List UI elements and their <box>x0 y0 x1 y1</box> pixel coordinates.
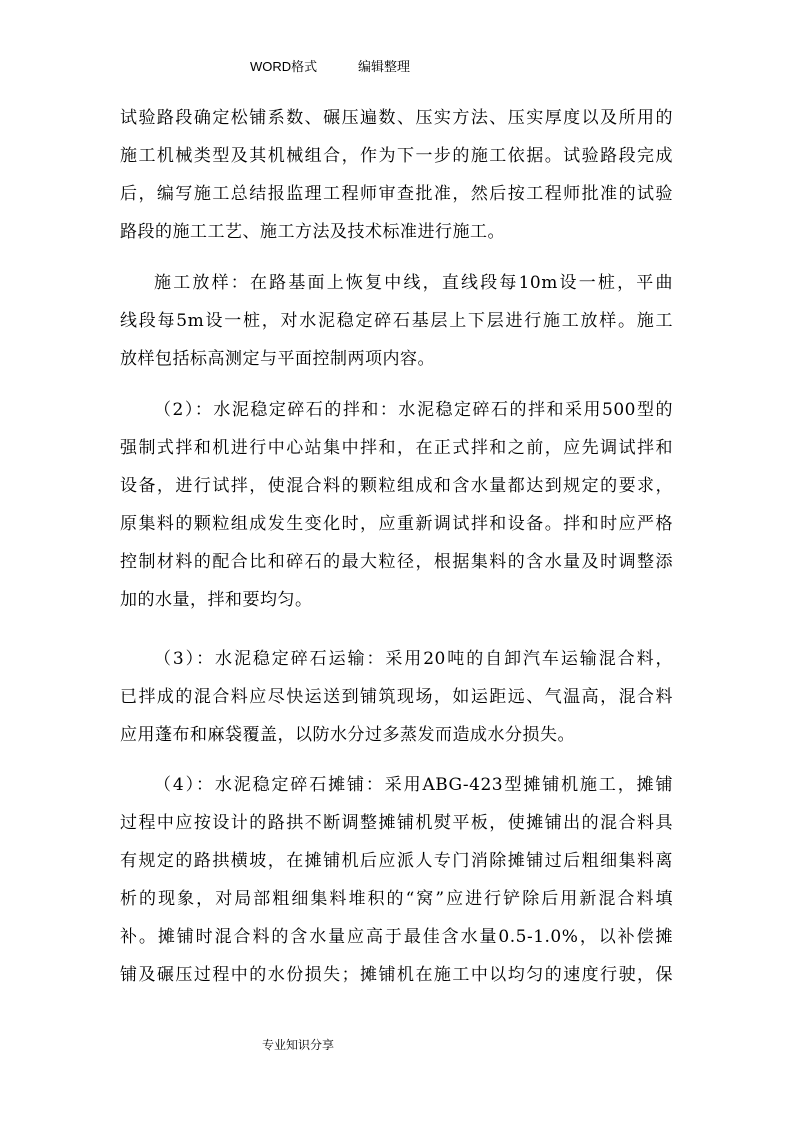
text-line: 路段的施工工艺、施工方法及技术标准进行施工。 <box>120 222 505 242</box>
text-line: 施工机械类型及其机械组合，作为下一步的施工依据。试验路段完成 <box>120 146 673 166</box>
text-line: 应用蓬布和麻袋覆盖，以防水分过多蒸发而造成水分损失。 <box>120 725 575 745</box>
text-line: 试验路段确定松铺系数、碾压遍数、压实方法、压实厚度以及所用的 <box>120 108 673 128</box>
text-line: （2）：水泥稳定碎石的拌和：水泥稳定碎石的拌和采用500型的 <box>154 400 673 420</box>
paragraph-transport <box>120 640 673 754</box>
paragraph-paving <box>120 766 673 994</box>
text-line: 控制材料的配合比和碎石的最大粒径，根据集料的含水量及时调整添 <box>120 552 673 572</box>
footer-label: 专业知识分享 <box>262 1038 335 1052</box>
text-line: 析的现象，对局部粗细集料堆积的“窝”应进行铲除后用新混合料填 <box>120 889 673 909</box>
text-line: （4）：水泥稳定碎石摊铺：采用ABG-423型摊铺机施工，摊铺 <box>154 775 673 795</box>
text-line: 设备，进行试拌，使混合料的颗粒组成和含水量都达到规定的要求， <box>120 476 673 496</box>
text-line: 加的水量，拌和要均匀。 <box>120 590 313 610</box>
text-line: 强制式拌和机进行中心站集中拌和，在正式拌和之前，应先调试拌和 <box>120 438 673 458</box>
paragraph-staking <box>120 264 673 378</box>
text-line: 放样包括标高测定与平面控制两项内容。 <box>120 349 435 369</box>
text-line: 施工放样：在路基面上恢复中线，直线段每10m设一桩，平曲 <box>154 273 673 293</box>
paragraph-mixing <box>120 391 673 619</box>
header-format-label: WORD格式 <box>250 59 318 74</box>
text-line: 线段每5m设一桩，对水泥稳定碎石基层上下层进行施工放样。施工 <box>120 311 673 331</box>
text-line: 补。摊铺时混合料的含水量应高于最佳含水量0.5-1.0%，以补偿摊 <box>120 927 673 947</box>
text-line: 铺及碾压过程中的水份损失；摊铺机在施工中以均匀的速度行驶，保 <box>120 965 673 985</box>
header-edit-label: 编辑整理 <box>358 59 411 74</box>
text-line: 过程中应按设计的路拱不断调整摊铺机熨平板，使摊铺出的混合料具 <box>120 813 673 833</box>
text-line: 原集料的颗粒组成发生变化时，应重新调试拌和设备。拌和时应严格 <box>120 514 673 534</box>
body-text <box>120 99 673 994</box>
text-line: 已拌成的混合料应尽快运送到铺筑现场，如运距远、气温高，混合料 <box>120 687 673 707</box>
text-line: 有规定的路拱横坡，在摊铺机后应派人专门消除摊铺过后粗细集料离 <box>120 851 673 871</box>
text-line: 后，编写施工总结报监理工程师审查批准，然后按工程师批准的试验 <box>120 184 673 204</box>
text-line: （3）：水泥稳定碎石运输：采用20吨的自卸汽车运输混合料， <box>154 649 673 669</box>
paragraph-continuation <box>120 99 673 251</box>
